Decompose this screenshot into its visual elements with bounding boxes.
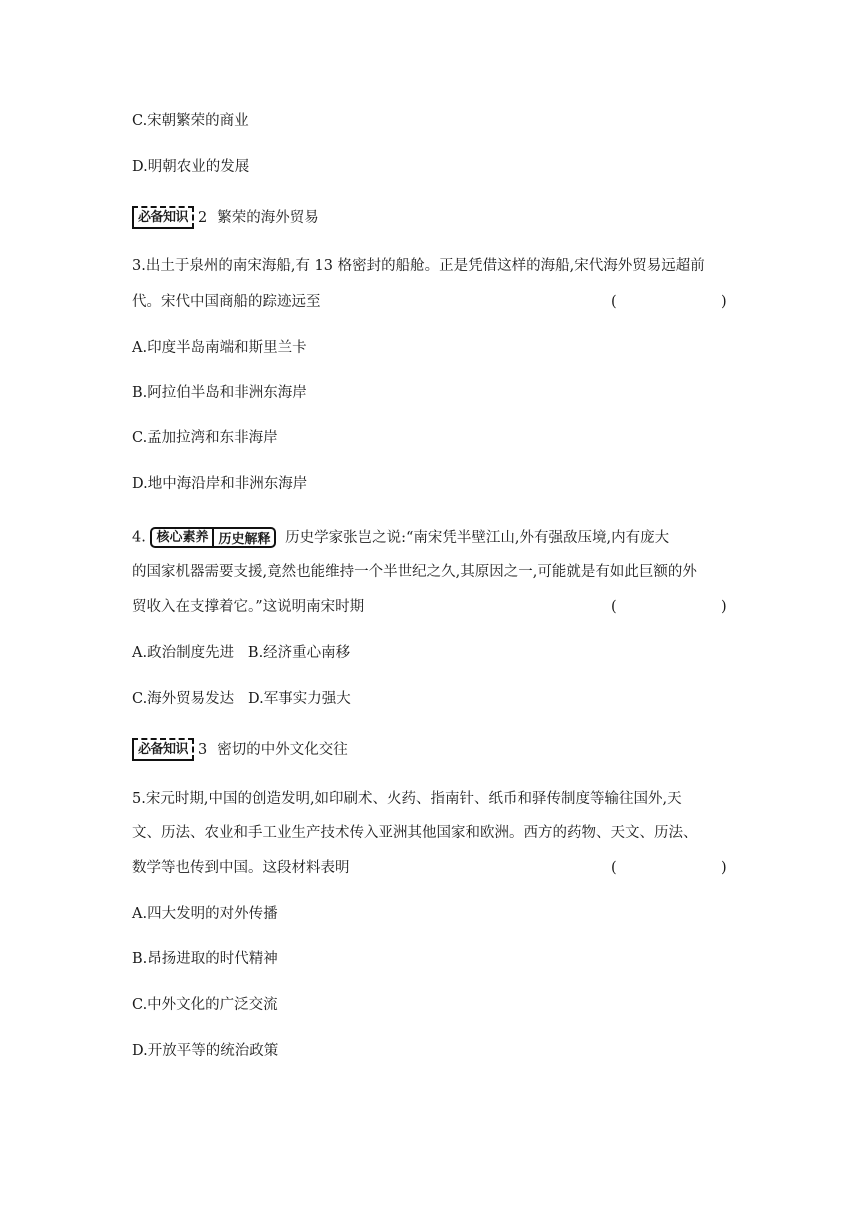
section-number: 2 (198, 209, 208, 226)
q3-stem-line-1: 3.出土于泉州的南宋海船,有 13 格密封的船舱。正是凭借这样的海船,宋代海外贸易远超前 (132, 258, 705, 274)
section-tag: 必备知识 (132, 738, 194, 761)
q5-answer-paren-close: ) (721, 860, 727, 876)
q4-options-row-2: C.海外贸易发达 D.军事实力强大 (132, 691, 351, 707)
core-literacy-badge (150, 527, 276, 548)
q5-stem-line-3: 数学等也传到中国。这段材料表明 (132, 860, 350, 876)
badge-core-literacy: 核心素养 (152, 529, 214, 546)
q3-option-d: D.地中海沿岸和非洲东海岸 (132, 476, 308, 492)
q3-option-c: C.孟加拉湾和东非海岸 (132, 430, 278, 446)
section-number: 3 (198, 741, 208, 758)
q4-number: 4. (132, 529, 146, 546)
q4-stem-text-1: 历史学家张岂之说:“南宋凭半壁江山,外有强敌压境,内有庞大 (285, 529, 670, 546)
q5-option-c: C.中外文化的广泛交流 (132, 997, 278, 1013)
q4-answer-paren-close: ) (721, 599, 727, 615)
q4-options-row-1: A.政治制度先进 B.经济重心南移 (132, 645, 351, 661)
section-tag: 必备知识 (132, 206, 194, 229)
q3-option-b: B.阿拉伯半岛和非洲东海岸 (132, 385, 307, 401)
section-heading-3 (132, 738, 348, 761)
q2-option-c: C.宋朝繁荣的商业 (132, 113, 249, 129)
q2-option-d: D.明朝农业的发展 (132, 159, 250, 175)
q5-stem-line-1: 5.宋元时期,中国的创造发明,如印刷术、火药、指南针、纸币和驿传制度等输往国外,天 (132, 791, 682, 807)
q5-option-d: D.开放平等的统治政策 (132, 1043, 279, 1059)
section-heading-2 (132, 206, 319, 229)
q4-answer-paren-open: ( (611, 599, 617, 615)
q4-stem-line-3: 贸收入在支撑着它。”这说明南宋时期 (132, 599, 365, 615)
q5-stem-line-2: 文、历法、农业和手工业生产技术传入亚洲其他国家和欧洲。西方的药物、天文、历法、 (132, 825, 698, 841)
q4-stem-line-1 (132, 527, 669, 548)
badge-historical-interpretation: 历史解释 (218, 532, 271, 547)
q5-option-a: A.四大发明的对外传播 (132, 906, 278, 922)
q4-stem-line-2: 的国家机器需要支援,竟然也能维持一个半世纪之久,其原因之一,可能就是有如此巨额的外 (132, 564, 697, 580)
q3-answer-paren-open: ( (611, 294, 617, 310)
section-title: 密切的中外文化交往 (217, 741, 348, 758)
section-title: 繁荣的海外贸易 (217, 209, 319, 226)
q5-option-b: B.昂扬进取的时代精神 (132, 951, 278, 967)
q3-answer-paren-close: ) (721, 294, 727, 310)
q5-answer-paren-open: ( (611, 860, 617, 876)
q3-option-a: A.印度半岛南端和斯里兰卡 (132, 340, 307, 356)
q3-stem-line-2: 代。宋代中国商船的踪迹远至 (132, 294, 321, 310)
